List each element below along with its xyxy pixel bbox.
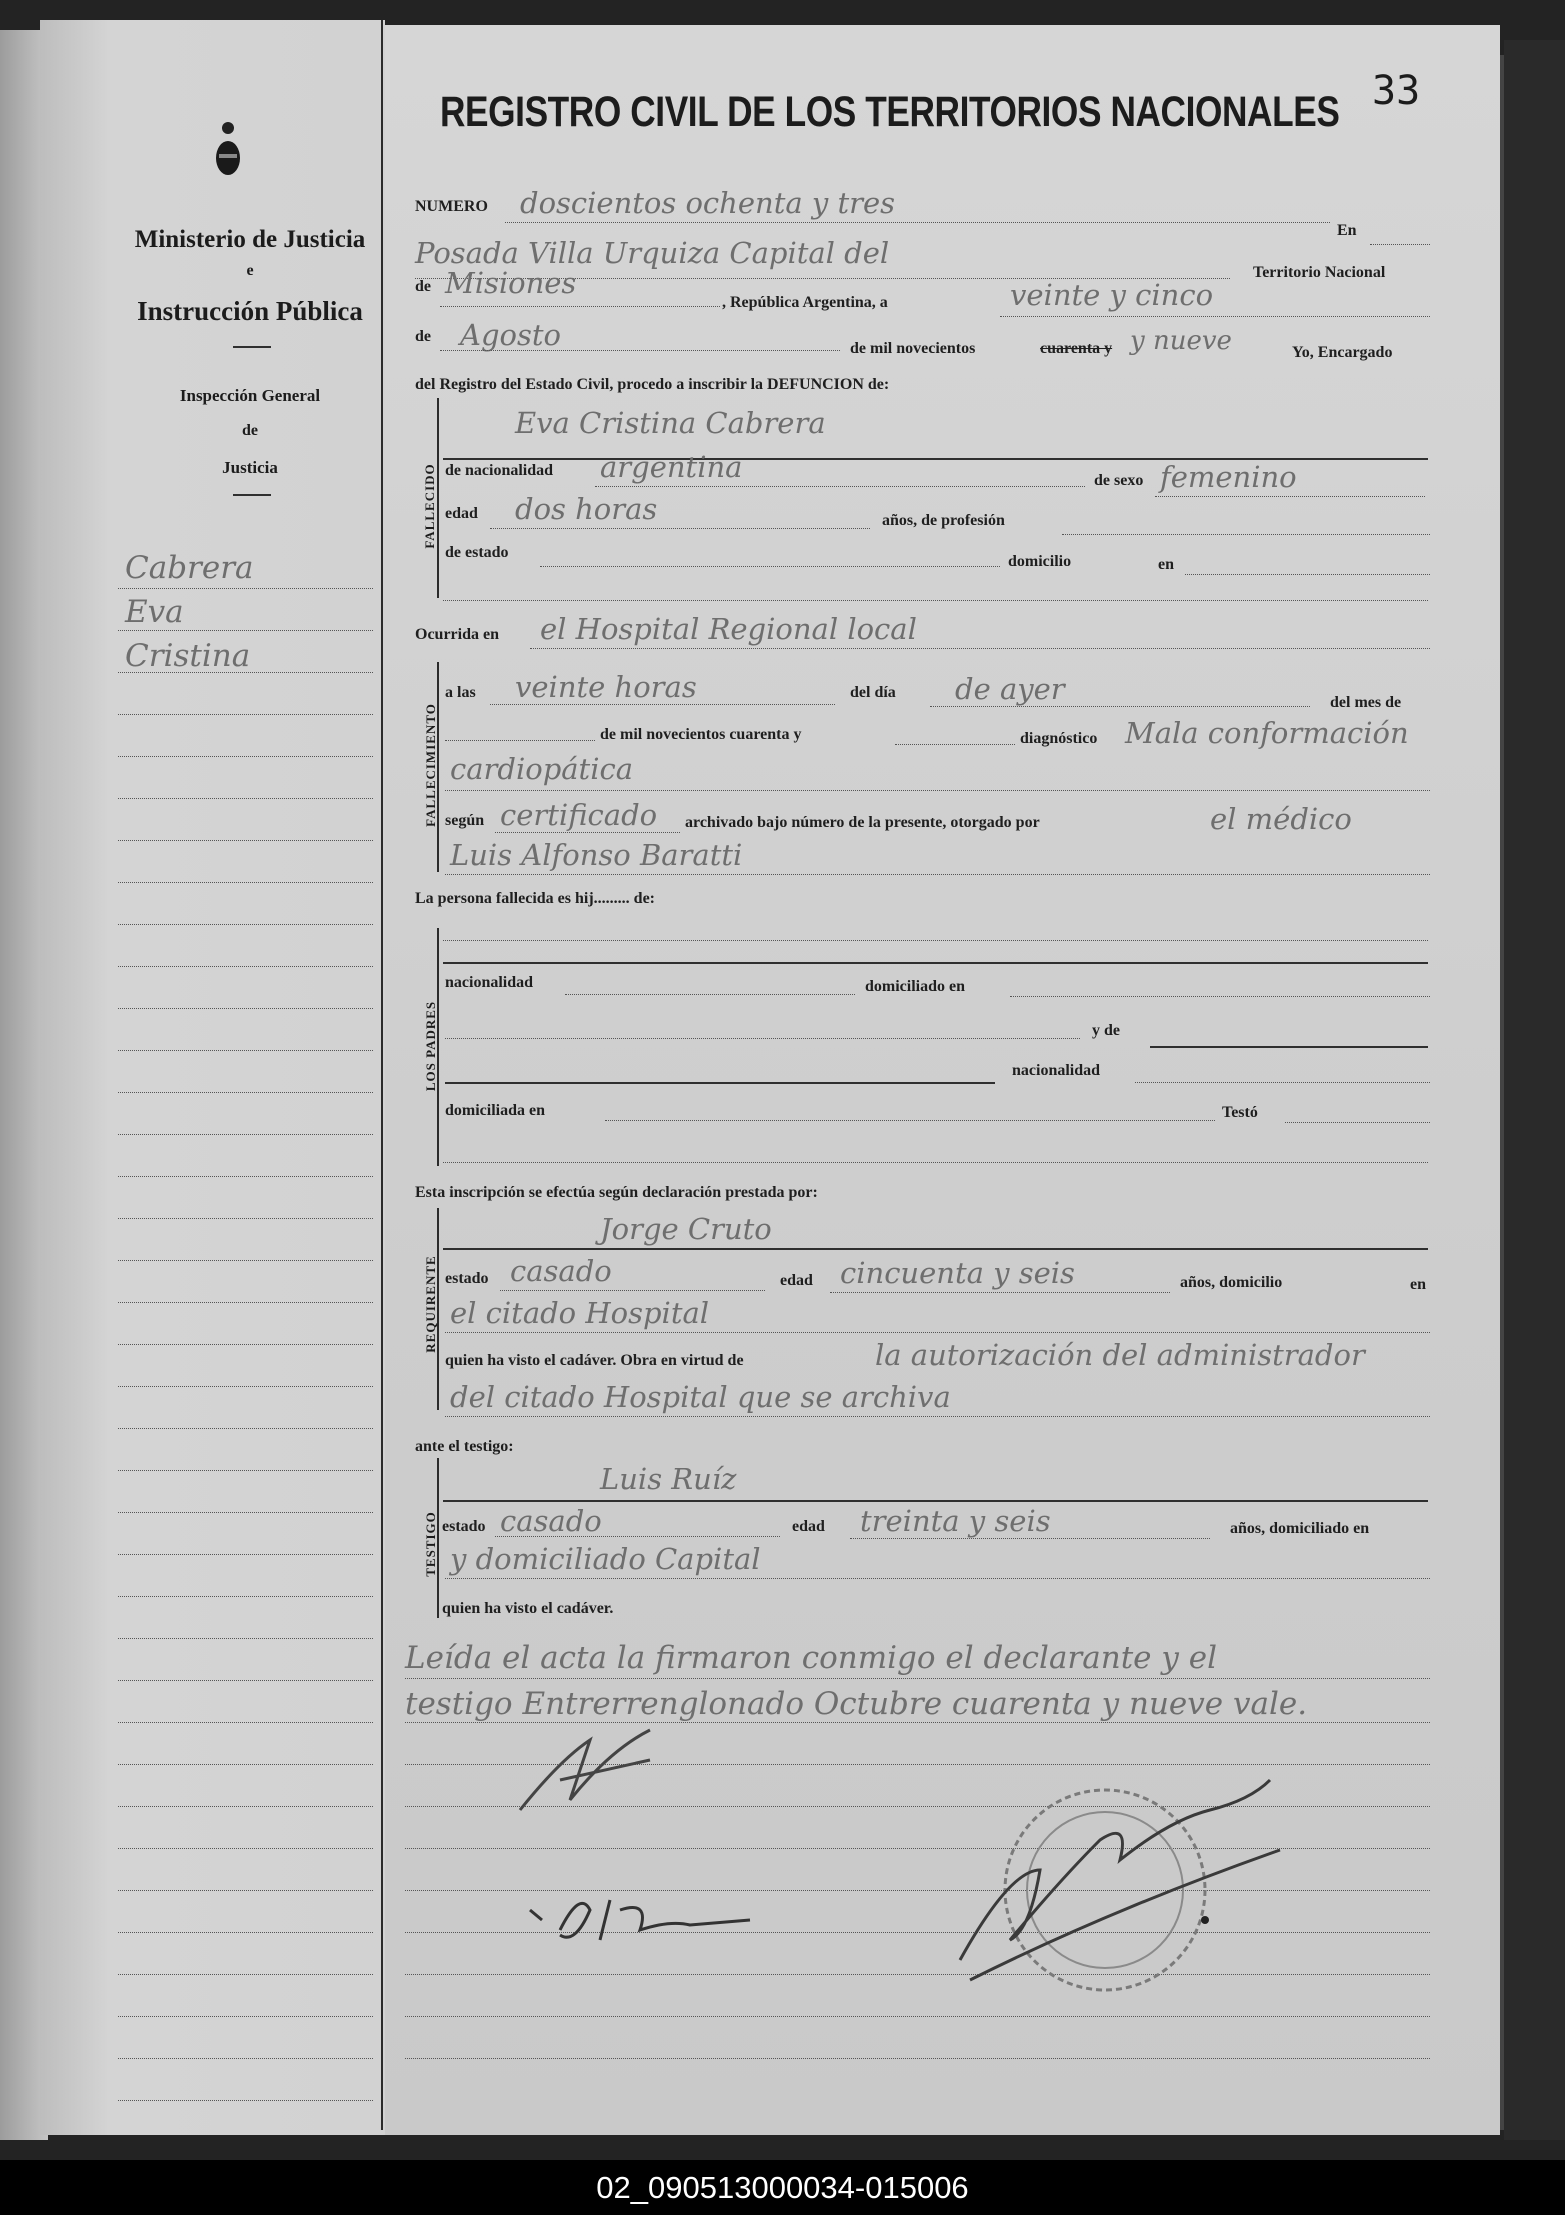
rule (1000, 316, 1430, 317)
value-mes: Agosto (460, 318, 561, 352)
department-line2: de (242, 422, 258, 439)
rule (895, 744, 1015, 745)
value-nacionalidad: argentina (600, 450, 743, 484)
rule (540, 566, 1000, 567)
label-numero: NUMERO (415, 198, 488, 215)
value-dia: veinte y cinco (1010, 278, 1214, 312)
label-a-las: a las (445, 684, 476, 701)
department-line3: Justicia (222, 458, 278, 477)
label-visto-requirente: quien ha visto el cadáver. Obra en virtud de (445, 1352, 744, 1369)
section-label-padres: LOS PADRES (423, 1000, 438, 1092)
rule (445, 874, 1430, 875)
rule (1155, 496, 1425, 497)
label-edad-requirente: edad (780, 1272, 813, 1289)
value-edad-requirente: cincuenta y seis (840, 1256, 1075, 1290)
divider (233, 346, 271, 348)
value-numero: doscientos ochenta y tres (520, 186, 896, 220)
label-en: en (1410, 1276, 1426, 1293)
rule (445, 1578, 1430, 1579)
label-del-dia: del día (850, 684, 896, 701)
rule (445, 1332, 1430, 1333)
department-line1: Inspección General (179, 386, 321, 405)
rule (1010, 996, 1430, 997)
rule (495, 1536, 780, 1537)
value-diagnostico: Mala conformación (1125, 716, 1409, 750)
label-persona-fallecida: La persona fallecida es hij......... de: (415, 890, 655, 907)
signature-2 (520, 1870, 770, 1960)
signature-1 (500, 1720, 700, 1830)
label-domicilio-testigo: años, domiciliado en (1230, 1520, 1370, 1537)
rule (495, 832, 680, 833)
label-nacionalidad-padre: nacionalidad (445, 974, 534, 991)
value-territorio: Misiones (445, 266, 577, 300)
divider (233, 494, 271, 496)
value-diagnostico-cont: cardiopática (450, 752, 634, 786)
value-anio: y nueve (1130, 326, 1232, 356)
label-republica: , República Argentina, a (722, 294, 888, 311)
ministry-line2: e (246, 262, 254, 279)
closing-line2: testigo Entrerrenglonado Octubre cuarenta y nueve vale. (405, 1686, 1308, 1722)
value-lugar: Posada Villa Urquiza Capital del (415, 236, 890, 270)
rule (445, 790, 1430, 791)
rule (443, 962, 1428, 964)
page-right-border (1500, 55, 1504, 2130)
value-nombre-testigo: Luis Ruíz (600, 1462, 737, 1496)
rule (505, 222, 1330, 223)
closing-line1: Leída el acta la firmaron conmigo el declarante y el (405, 1640, 1217, 1676)
margin-note-line: Cristina (125, 638, 251, 674)
label-de-mil: de mil novecientos (850, 340, 976, 357)
rule (443, 940, 1428, 941)
rule (1135, 1082, 1430, 1083)
rule (1370, 244, 1430, 245)
rule (440, 350, 840, 351)
value-obra: la autorización del administrador (875, 1338, 1365, 1372)
label-sexo: de sexo (1094, 472, 1144, 489)
label-edad-testigo: edad (792, 1518, 825, 1535)
label-ante-testigo: ante el testigo: (415, 1438, 514, 1455)
rule (1150, 1046, 1428, 1048)
section-label-requirente: REQUIRENTE (423, 1255, 438, 1353)
label-estado-requirente: estado (445, 1270, 489, 1287)
rule (565, 994, 855, 995)
value-sexo: femenino (1160, 460, 1297, 494)
margin-note-line: Eva (125, 594, 184, 630)
column-divider (381, 20, 383, 2130)
value-obra-cont: del citado Hospital que se archiva (450, 1380, 951, 1414)
label-de-mil: de mil novecientos cuarenta y (600, 726, 802, 743)
label-y-de: y de (1092, 1022, 1120, 1039)
label-estado-testigo: estado (442, 1518, 486, 1535)
margin-note-line: Cabrera (125, 550, 254, 586)
section-label-testigo: TESTIGO (423, 1511, 438, 1577)
label-domiciliado: domiciliado en (865, 978, 966, 995)
page-title: REGISTRO CIVIL DE LOS TERRITORIOS NACIONALES (440, 88, 1340, 136)
rule (1185, 574, 1430, 575)
label-segun: según (445, 812, 485, 829)
rule (850, 1538, 1210, 1539)
label-testo: Testó (1222, 1104, 1258, 1121)
signature-3 (950, 1760, 1290, 2000)
value-domicilio-testigo: y domiciliado Capital (450, 1542, 761, 1576)
rule (595, 486, 1085, 487)
label-nacionalidad: de nacionalidad (445, 462, 554, 479)
rule (490, 704, 835, 705)
value-medico-cont: Luis Alfonso Baratti (450, 838, 743, 872)
rule (490, 528, 870, 529)
label-diagnostico: diagnóstico (1020, 730, 1098, 747)
value-nombre-requirente: Jorge Cruto (600, 1212, 772, 1246)
page-number: 33 (1372, 68, 1421, 114)
scan-footer-id: 02_090513000034-015006 (0, 2160, 1565, 2215)
page-shadow (1504, 40, 1565, 2140)
label-de2: de (415, 328, 431, 345)
label-visto-testigo: quien ha visto el cadáver. (442, 1600, 614, 1617)
rule (530, 648, 1430, 649)
label-esta-inscripcion: Esta inscripción se efectúa según declaración prestada por: (415, 1184, 818, 1201)
value-estado-requirente: casado (510, 1254, 612, 1288)
section-label-fallecido: FALLECIDO (422, 463, 437, 549)
rule (443, 1248, 1428, 1250)
label-domicilio-requirente: años, domicilio (1180, 1274, 1283, 1291)
label-domiciliada: domiciliada en (445, 1102, 546, 1119)
label-archivado: archivado bajo número de la presente, otorgado por (685, 814, 1040, 831)
label-territorio: Territorio Nacional (1253, 264, 1386, 281)
rule (500, 1290, 765, 1291)
rule (440, 306, 720, 307)
label-de: de (415, 278, 431, 295)
ministry-line3: Instrucción Pública (137, 296, 363, 326)
label-nacionalidad-madre: nacionalidad (1012, 1062, 1101, 1079)
label-profesion: años, de profesión (882, 512, 1005, 529)
value-dia: de ayer (955, 672, 1065, 706)
value-ocurrida: el Hospital Regional local (540, 612, 917, 646)
label-edad: edad (445, 505, 478, 522)
label-cuarenta: cuarenta y (1040, 340, 1113, 357)
rule (930, 706, 1310, 707)
value-domicilio-requirente: el citado Hospital (450, 1296, 710, 1330)
label-domicilio: domicilio (1008, 553, 1072, 570)
rule (443, 1162, 1428, 1163)
rule (445, 740, 595, 741)
rule (830, 1292, 1170, 1293)
coat-of-arms-icon (215, 120, 241, 182)
value-edad-testigo: treinta y seis (860, 1504, 1051, 1538)
rule (1285, 1122, 1430, 1123)
value-medico: el médico (1210, 802, 1352, 836)
label-yo-encargado: Yo, Encargado (1292, 344, 1393, 361)
label-ocurrida: Ocurrida en (415, 626, 499, 643)
value-nombre-fallecido: Eva Cristina Cabrera (515, 406, 826, 440)
rule (605, 1120, 1215, 1121)
section-label-fallecimiento: FALLECIMIENTO (423, 703, 438, 827)
label-en: En (1337, 222, 1357, 239)
value-edad: dos horas (515, 492, 658, 526)
value-estado-testigo: casado (500, 1504, 602, 1538)
rule (445, 1082, 995, 1084)
value-hora: veinte horas (515, 670, 697, 704)
rule (443, 600, 1428, 601)
left-margin-column (40, 20, 385, 2135)
label-estado: de estado (445, 544, 509, 561)
label-del-mes: del mes de (1330, 694, 1402, 711)
rule (443, 1500, 1428, 1502)
label-en: en (1158, 556, 1174, 573)
value-segun: certificado (500, 798, 658, 832)
rule (1062, 534, 1430, 535)
ministry-line1: Ministerio de Justicia (134, 226, 366, 253)
label-del-registro: del Registro del Estado Civil, procedo a inscribir la DEFUNCION de: (415, 376, 890, 393)
rule (445, 1416, 1430, 1417)
rule (445, 1038, 1080, 1039)
